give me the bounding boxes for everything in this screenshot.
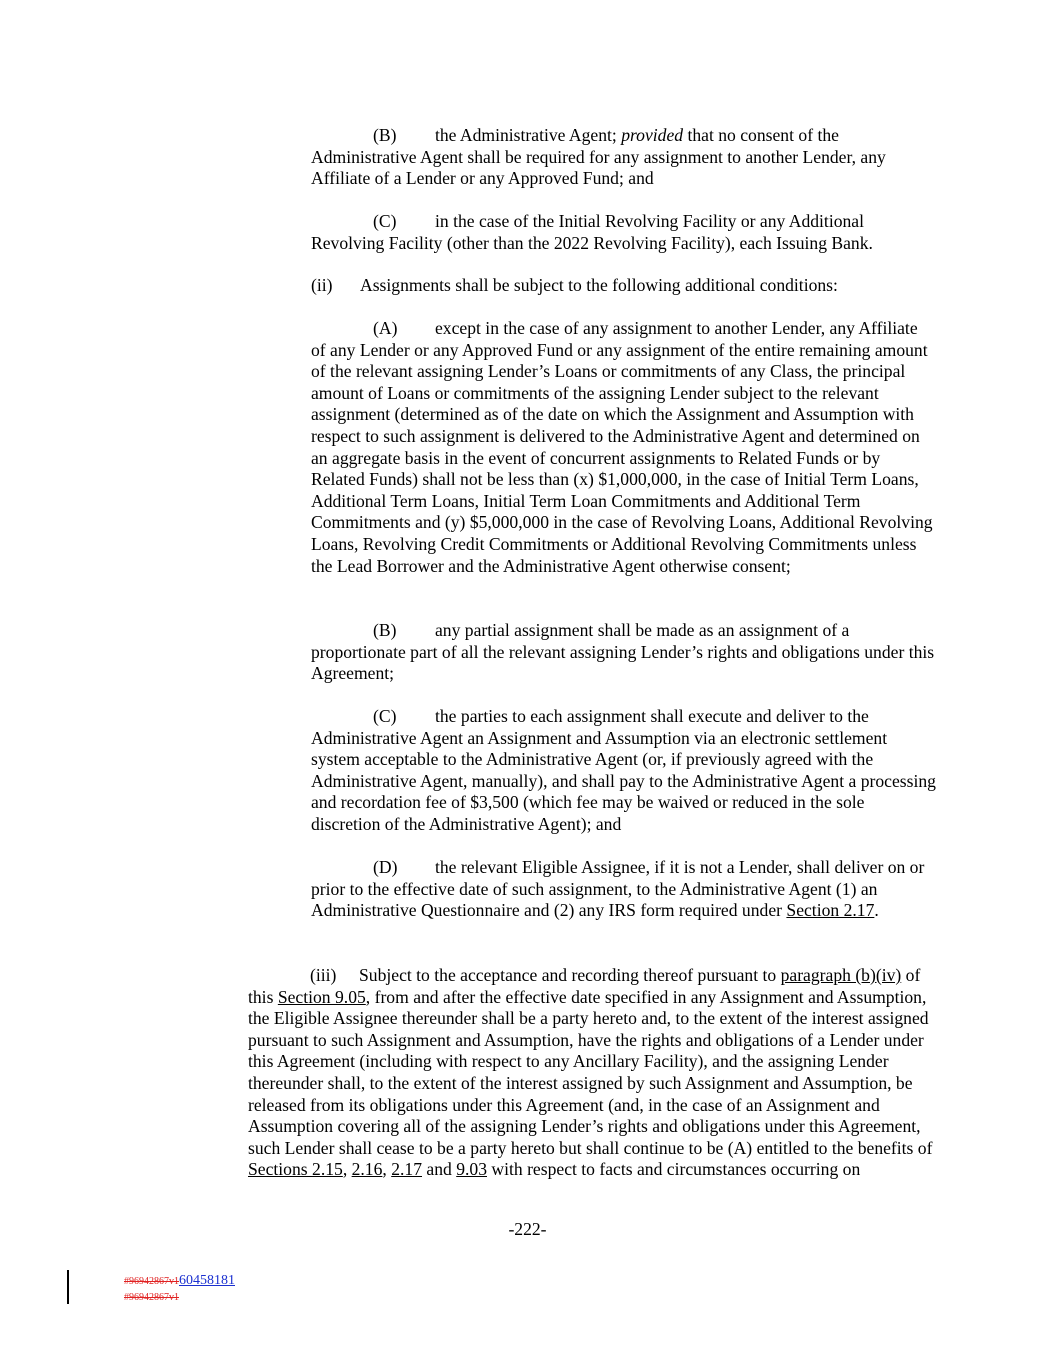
section-reference-link[interactable]: 9.03 [456,1159,487,1180]
section-reference-link[interactable]: 2.16 [351,1159,383,1180]
deleted-doc-id: #96942867v1 [124,1276,179,1287]
para-label: (B) [373,125,397,145]
paragraph-reference-link[interactable]: paragraph (b)(iv) [780,965,902,985]
para-text: any partial assignment shall be made as an assignment of a proportionate part of all the relevant assigning Lender’s rights and obligations under this Agreement; [311,620,935,684]
section-reference-link[interactable]: Section 2.17 [786,900,875,921]
para-text: Subject to the acceptance and recording thereof pursuant to [359,965,781,985]
paragraph-b-partial-assignment [311,620,936,685]
paragraph-ii-conditions [311,275,936,297]
deleted-doc-id: #96942867v1 [124,1292,179,1303]
paragraph-b-admin-agent [311,125,936,190]
paragraph-iii-acceptance [248,965,936,1181]
para-text: of this [248,965,921,1007]
para-text: the relevant Eligible Assignee, if it is not a Lender, shall deliver on or prior to the effective date of such assignment, to the Administrative Agent (1) an Administrative Questionnaire and (2) any IRS form required under [311,857,925,921]
para-text: with respect to facts and circumstances occurring on [487,1159,861,1180]
separator: and [422,1159,457,1180]
para-text: the Administrative Agent; [435,125,622,145]
paragraph-c-execute-deliver [311,706,936,836]
para-text: except in the case of any assignment to another Lender, any Affiliate of any Lender or any Approved Fund or any assignment of the entire remaining amount of the relevant assigning Lender’s Loans or commitments of any Class, the principal amount of Loans or commitments of the assigning Lender subject to the relevant assignment (determined as of the date on which the Assignment and Assumption with respect to such assignment is delivered to the Administrative Agent and determined on an aggregate basis in the event of concurrent assignments to Related Funds or by Related Funds) shall not be less than (x) $1,000,000, in the case of Initial Term Loans, Additional Term Loans, Initial Term Loan Commitments and Additional Term Commitments and (y) $5,000,000 in the case of Revolving Loans, Additional Revolving Loans, Revolving Credit Commitments or Additional Revolving Commitments unless the Lead Borrower and the Administrative Agent otherwise consent; [311,318,933,576]
change-bar [67,1270,69,1304]
section-reference-link[interactable]: Section 9.05 [277,986,366,1007]
para-label: (A) [373,318,398,338]
inserted-doc-id: 60458181 [179,1273,235,1288]
para-label: (B) [373,620,397,640]
para-italic: provided [621,125,684,145]
para-label: (iii) [310,965,337,985]
separator: , [342,1159,352,1180]
para-text: , from and after the effective date specified in any Assignment and Assumption, the Eligible Assignee thereunder shall be a party hereto and, to the extent of the interest assigned pursuant to such Assignment and Assumption, have the rights and obligations of a Lender under this Agreement (including with respect to any Ancillary Facility), and the assigning Lender thereunder shall, to the extent of the interest assigned by such Assignment and Assumption, be released from its obligations under this Agreement (and, in the case of an Assignment and Assumption covering all of the assigning Lender’s rights and obligations under this Agreement, such Lender shall cease to be a party hereto but shall continue to be (A) entitled to the benefits of [248,986,933,1158]
section-reference-link[interactable]: 2.17 [391,1159,422,1180]
para-text: Assignments shall be subject to the following additional conditions: [360,275,838,295]
para-label: (D) [373,857,398,877]
para-text: the parties to each assignment shall execute and deliver to the Administrative Agent an Assignment and Assumption via an electronic settlement system acceptable to the Administrative Agent (or, if previously agreed with the Administrative Agent, manually), and shall pay to the Administrative Agent a processing and recordation fee of $3,500 (which fee may be waived or reduced in the sole discretion of the Administrative Agent); and [311,706,936,834]
para-label: (ii) [311,275,333,295]
para-text: . [874,900,879,921]
para-text: that no consent of the Administrative Agent shall be required for any assignment to another Lender, any Affiliate of a Lender or any Approved Fund; and [311,125,886,189]
para-label: (C) [373,706,397,726]
paragraph-a-minimum-amounts [311,318,936,577]
page-number: -222- [508,1219,547,1239]
paragraph-d-eligible-assignee [311,857,936,922]
footer-doc-id [124,1274,235,1288]
footer-doc-id-second [124,1291,179,1304]
para-text: in the case of the Initial Revolving Facility or any Additional Revolving Facility (other than the 2022 Revolving Facility), each Issuing Bank. [311,211,873,253]
separator: , [382,1159,392,1180]
para-label: (C) [373,211,397,231]
section-reference-link[interactable]: Sections 2.15 [248,1159,343,1180]
paragraph-c-issuing-bank [311,211,936,254]
